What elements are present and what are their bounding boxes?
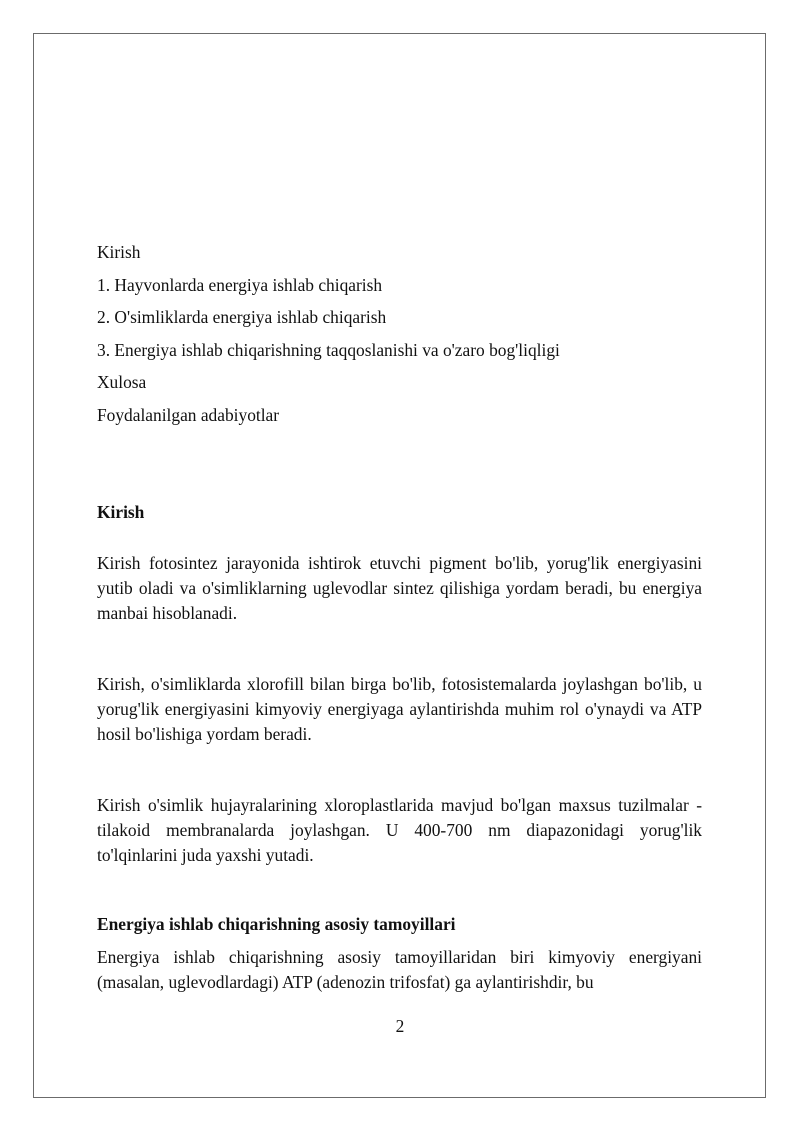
body-paragraph: Energiya ishlab chiqarishning asosiy tamoyillaridan biri kimyoviy energiyani (masalan, uglevodlardagi) ATP (adenozin trifosfat) ga aylantirishdir, bu <box>97 946 702 992</box>
document-body <box>97 240 702 995</box>
section-heading-principles: Energiya ishlab chiqarishning asosiy tamoyillari <box>97 913 456 934</box>
section-heading-kirish: Kirish <box>97 501 145 522</box>
toc-item: 1. Hayvonlarda energiya ishlab chiqarish <box>97 274 383 295</box>
body-paragraph: Kirish fotosintez jarayonida ishtirok etuvchi pigment bo'lib, yorug'lik energiyasini yutib oladi va o'simliklarning uglevodlar sintez qilishiga yordam beradi, bu energiya manbai hisoblanadi. <box>97 552 702 623</box>
toc-item: Xulosa <box>97 372 147 392</box>
table-of-contents <box>97 240 702 428</box>
page-number: 2 <box>395 1016 405 1036</box>
toc-item: 2. O'simliklarda energiya ishlab chiqarish <box>97 307 387 327</box>
toc-item: Kirish <box>97 242 141 262</box>
body-paragraph: Kirish o'simlik hujayralarining xloroplastlarida mavjud bo'lgan maxsus tuzilmalar - tilakoid membranalarda joylashgan. U 400-700 nm diapazonidagi yorug'lik to'lqinlarini juda yaxshi yutadi. <box>97 794 702 865</box>
body-paragraph: Kirish, o'simliklarda xlorofill bilan birga bo'lib, fotosistemalarda joylashgan bo'lib, u yorug'lik energiyasini kimyoviy energiyaga aylantirishda muhim rol o'ynaydi va ATP hosil bo'lishiga yordam beradi. <box>97 673 702 744</box>
toc-item: Foydalanilgan adabiyotlar <box>97 404 280 425</box>
toc-item: 3. Energiya ishlab chiqarishning taqqoslanishi va o'zaro bog'liqligi <box>97 339 560 360</box>
